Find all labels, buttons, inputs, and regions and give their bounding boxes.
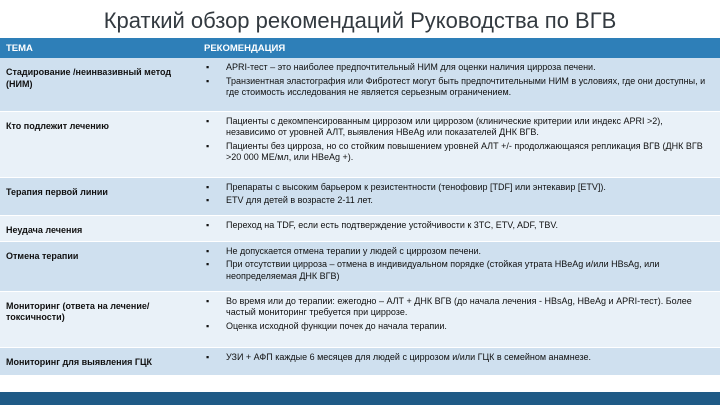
page-title: Краткий обзор рекомендаций Руководства по ВГВ [103,8,617,33]
list-item: ▪ Транзиентная эластография или Фибротест могут быть предпочтительными НИМ в условиях, где они доступны, и где стоимость исследования не является серьезным ограничением. [204,76,714,99]
row-recommendation [198,111,720,177]
table-row [0,215,720,241]
table-row [0,111,720,177]
list-item: ▪ При отсутствии цирроза – отмена в индивидуальном порядке (стойкая утрата HBeAg и/или HBsAg, или неопределяемая ДНК ВГВ) [204,259,714,282]
list-item: ▪ Пациенты с декомпенсированным циррозом или циррозом (клинические критерии или индекс APRI >2), независимо от уровней АЛТ, выявления HBeAg или показателей ДНК ВГВ. [204,116,714,139]
header-topic: ТЕМА [0,38,198,58]
list-item: ▪ Переход на TDF, если есть подтверждение устойчивости к 3TC, ETV, ADF, TBV. [204,220,714,232]
table-row [0,347,720,375]
footer-bar [0,392,720,405]
row-topic: Мониторинг (ответа на лечение/токсичности) [0,291,198,347]
table-header-row [0,38,720,58]
list-item: ▪ APRI-тест – это наиболее предпочтительный НИМ для оценки наличия цирроза печени. [204,62,714,74]
list-item: ▪ Во время или до терапии: ежегодно – АЛТ + ДНК ВГВ (до начала лечения - HBsAg, HBeAg и APRI-тест). Более частый мониторинг требуется при циррозе. [204,296,714,319]
row-topic: Мониторинг для выявления ГЦК [0,347,198,375]
row-recommendation [198,215,720,241]
list-item: ▪ ETV для детей в возрасте 2-11 лет. [204,195,714,207]
list-item: ▪ Оценка исходной функции почек до начала терапии. [204,321,714,333]
list-item: ▪ Препараты с высоким барьером к резистентности (тенофовир [TDF] или энтекавир [ETV]). [204,182,714,194]
list-item: ▪ Пациенты без цирроза, но со стойким повышением уровней АЛТ +/- продолжающаяся репликация ВГВ (ДНК ВГВ >20 000 МЕ/мл, или HBeAg +). [204,141,714,164]
list-item: ▪ УЗИ + АФП каждые 6 месяцев для людей с циррозом и/или ГЦК в семейном анамнезе. [204,352,714,364]
row-recommendation [198,347,720,375]
row-topic: Отмена терапии [0,241,198,291]
table-row [0,177,720,215]
row-recommendation [198,291,720,347]
row-topic: Стадирование /неинвазивный метод (НИМ) [0,58,198,111]
recommendations-table [0,38,720,376]
row-topic: Терапия первой линии [0,177,198,215]
table-row [0,58,720,111]
row-topic: Неудача лечения [0,215,198,241]
header-recommendation: РЕКОМЕНДАЦИЯ [198,38,720,58]
row-topic: Кто подлежит лечению [0,111,198,177]
row-recommendation [198,58,720,111]
table-row [0,291,720,347]
table-row [0,241,720,291]
row-recommendation [198,241,720,291]
list-item: ▪ Не допускается отмена терапии у людей с циррозом печени. [204,246,714,258]
row-recommendation [198,177,720,215]
